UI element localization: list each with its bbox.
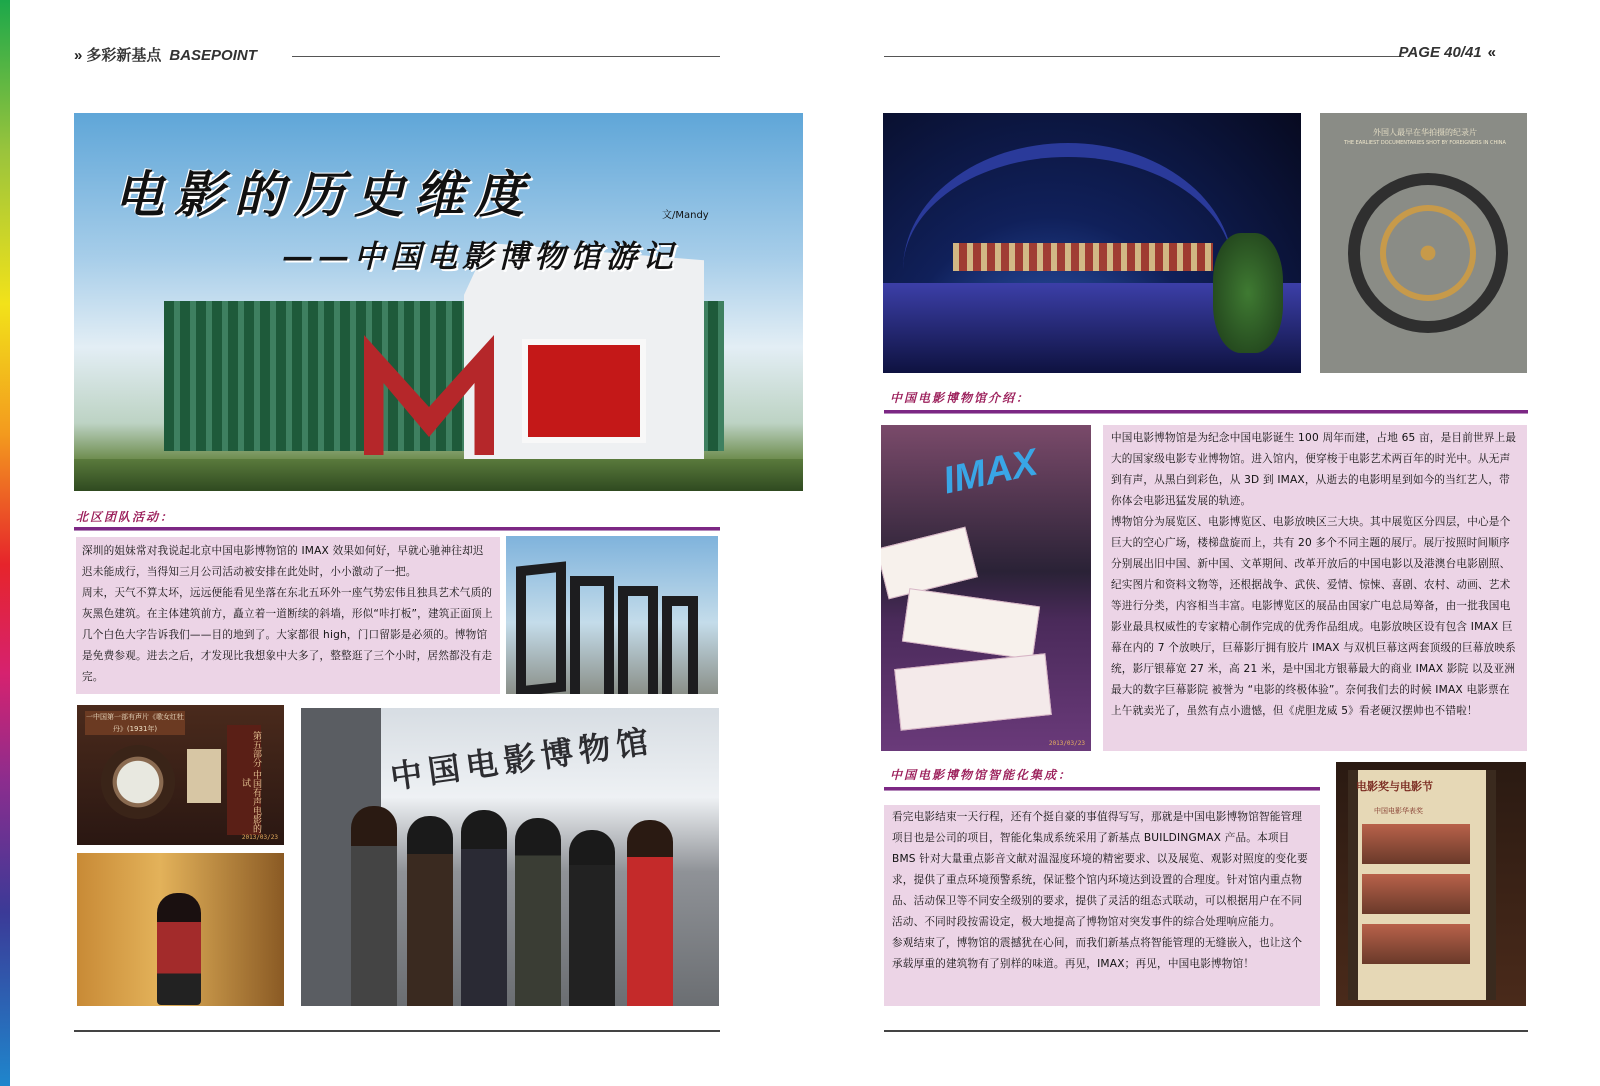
imax-logo: IMAX bbox=[939, 441, 1042, 503]
team-activity-heading: 北区团队活动： bbox=[76, 510, 175, 524]
team-paragraph: 周末，天气不算太坏，远远便能看见坐落在东北五环外一座气势宏伟且独具艺术气质的灰黑色建筑。在主体建筑前方，矗立着一道断续的斜墙，形似“咔打板”，建筑正面顶上几个白色大字告诉我们——目的地到了。大家都很 high，门口留影是必须的。博物馆是免费参观。进去之后，才发现比我想象中大多了，整整逛了三个小时，居然都没有走完。 bbox=[82, 587, 493, 683]
smart-paragraph: 看完电影结束一天行程，还有个挺自豪的事值得写写，那就是中国电影博物馆智能管理项目也是公司的项目，智能化集成系统采用了新基点 BUILDINGMAX 产品。本项目 BMS 针对大量重点影音文献对温湿度环境的精密要求、以及展览、观影对照度的变化要求，提供了重点环境预警系统，保证整个馆内环境达到设置的合理度。针对馆内重点物品、活动保卫等不同安全级别的要求，提供了灵活的组态式联动，可以根据用户在不同活动、不同时段按需设定，极大地提高了博物馆对突发事件的综合处理响应能力。 bbox=[892, 811, 1308, 928]
team-paragraph: 深圳的姐妹常对我说起北京中国电影博物馆的 IMAX 效果如何好，早就心驰神往却迟迟未能成行，当得知三月公司活动被安排在此处时，小小激动了一把。 bbox=[82, 545, 484, 578]
film-reel-icon bbox=[1380, 205, 1476, 301]
intro-paragraph: 博物馆分为展览区、电影博览区、电影放映区三大块。其中展览区分四层，中心是个巨大的空心广场，楼梯盘旋而上，共有 20 多个不同主题的展厅。展厅按照时间顺序分别展出旧中国、新中国、文革期间、改革开放后的中国电影以及港澳台电影剧照、纪实图片和资料文物等，还根据战争、武侠、爱情、惊悚、喜剧、农村、动画、艺术等进行分类，内容相当丰富。电影博览区的展品由国家广电总局筹备，由一批我国电影业最具权威性的专家精心制作完成的优秀作品组成。电影放映区设有包含 IMAX 巨幕在内的 7 个放映厅，巨幕影厅拥有胶片 IMAX 与双机巨幕这两套顶级的巨幕放映系统，影厅银幕宽 27 米，高 21 米，是中国北方银幕最大的商业 IMAX 影院 以及亚洲最大的数字巨幕影院 被誉为 “电影的终极体验”。奈何我们去的时候 IMAX 电影票在上午就卖光了，虽然有点小遗憾，但《虎胆龙威 5》看老硬汉摆帅也不错啦！ bbox=[1111, 516, 1516, 717]
wall-frame bbox=[570, 576, 614, 694]
hall-plant bbox=[1213, 233, 1283, 353]
article-author: 文/Mandy bbox=[662, 210, 709, 221]
circular-hall-photo bbox=[883, 113, 1301, 373]
awards-subtitle: 中国电影华表奖 bbox=[1374, 807, 1423, 815]
reel-banner-en: THE EARLIEST DOCUMENTARIES SHOT BY FOREIGNERS IN CHINA bbox=[1344, 140, 1506, 146]
visitor-in-gallery-photo bbox=[77, 853, 284, 1006]
group-person bbox=[407, 816, 453, 1006]
group-person bbox=[627, 820, 673, 1006]
exhibit-document bbox=[187, 749, 221, 803]
smart-heading-rule bbox=[884, 787, 1320, 791]
reel-banner bbox=[1340, 127, 1510, 147]
clapperboard-wall-photo bbox=[506, 536, 718, 694]
header-left bbox=[74, 44, 257, 65]
ticket bbox=[902, 588, 1040, 660]
magazine-name: 多彩新基点 bbox=[86, 47, 162, 64]
intro-text bbox=[1103, 425, 1527, 751]
smart-integration-heading: 中国电影博物馆智能化集成： bbox=[890, 768, 1073, 782]
team-activity-text bbox=[76, 537, 500, 694]
ticket bbox=[894, 653, 1052, 731]
smart-integration-text bbox=[884, 805, 1320, 1006]
wall-frame bbox=[662, 596, 698, 694]
reel-banner-cn: 外国人最早在华拍摄的纪录片 bbox=[1373, 128, 1477, 137]
visitor-figure bbox=[157, 893, 201, 1005]
photo-date-stamp: 2013/03/23 bbox=[241, 834, 278, 841]
header-right bbox=[1399, 44, 1500, 61]
museum-facade-sign: 中国电影博物馆 bbox=[387, 721, 657, 797]
film-reel-exhibit-photo bbox=[1320, 113, 1527, 373]
smart-paragraph: 参观结束了，博物馆的震撼犹在心间，而我们新基点将智能管理的无缝嵌入，也让这个承载厚重的建筑物有了别样的味道。再见，IMAX；再见，中国电影博物馆！ bbox=[892, 937, 1303, 970]
awards-photo bbox=[1362, 874, 1470, 914]
header-left-rule bbox=[292, 56, 720, 57]
team-heading-rule bbox=[74, 527, 720, 531]
awards-photo bbox=[1362, 924, 1470, 964]
header-right-arrows: « bbox=[1487, 44, 1494, 61]
right-footer-rule bbox=[884, 1030, 1528, 1032]
group-person bbox=[461, 810, 507, 1006]
exhibit-plate: 一中国第一部有声片《歌女红牡丹》(1931年) bbox=[86, 713, 184, 733]
left-footer-rule bbox=[74, 1030, 720, 1032]
header-left-arrows: » bbox=[74, 47, 81, 64]
wall-frame bbox=[618, 586, 658, 694]
intro-paragraph: 中国电影博物馆是为纪念中国电影诞生 100 周年而建，占地 65 亩，是目前世界上最大的国家级电影专业博物馆。进入馆内，便穿梭于电影艺术两百年的时光中。从无声到有声，从黑白到彩色，从 3D 到 IMAX，从逝去的电影明星到如今的当红艺人，带你体会电影迅猛发展的轨迹。 bbox=[1111, 432, 1517, 507]
intro-heading: 中国电影博物馆介绍： bbox=[890, 391, 1031, 405]
hero-museum-image bbox=[74, 113, 803, 491]
exhibit-vertical-sign: 第五部分 中国有声电影的试 bbox=[227, 725, 261, 835]
group-person bbox=[515, 818, 561, 1006]
hall-poster-lights bbox=[953, 243, 1213, 271]
wall-frame bbox=[516, 561, 566, 694]
photo-date-stamp: 2013/03/23 bbox=[1048, 740, 1085, 747]
group-person bbox=[569, 830, 615, 1006]
article-title: 电影的历史维度 bbox=[114, 165, 534, 224]
awards-title: 电影奖与电影节 bbox=[1356, 780, 1433, 793]
imax-tickets-photo bbox=[881, 425, 1091, 751]
hero-ground bbox=[74, 459, 803, 491]
header-right-rule bbox=[884, 56, 1404, 57]
awards-photo bbox=[1362, 824, 1470, 864]
intro-heading-rule bbox=[884, 410, 1528, 414]
hero-building-red-window bbox=[522, 339, 646, 443]
group-person bbox=[351, 806, 397, 1006]
article-subtitle: ——中国电影博物馆游记 bbox=[282, 239, 678, 275]
ticket bbox=[881, 527, 978, 600]
sound-film-exhibit-photo bbox=[77, 705, 284, 845]
rainbow-edge-strip bbox=[0, 0, 10, 1086]
team-group-photo bbox=[301, 708, 719, 1006]
page-number: PAGE 40/41 bbox=[1398, 44, 1482, 61]
exhibit-disc bbox=[101, 745, 175, 819]
awards-exhibit-photo bbox=[1336, 762, 1526, 1006]
brand-name: BASEPOINT bbox=[169, 47, 257, 64]
